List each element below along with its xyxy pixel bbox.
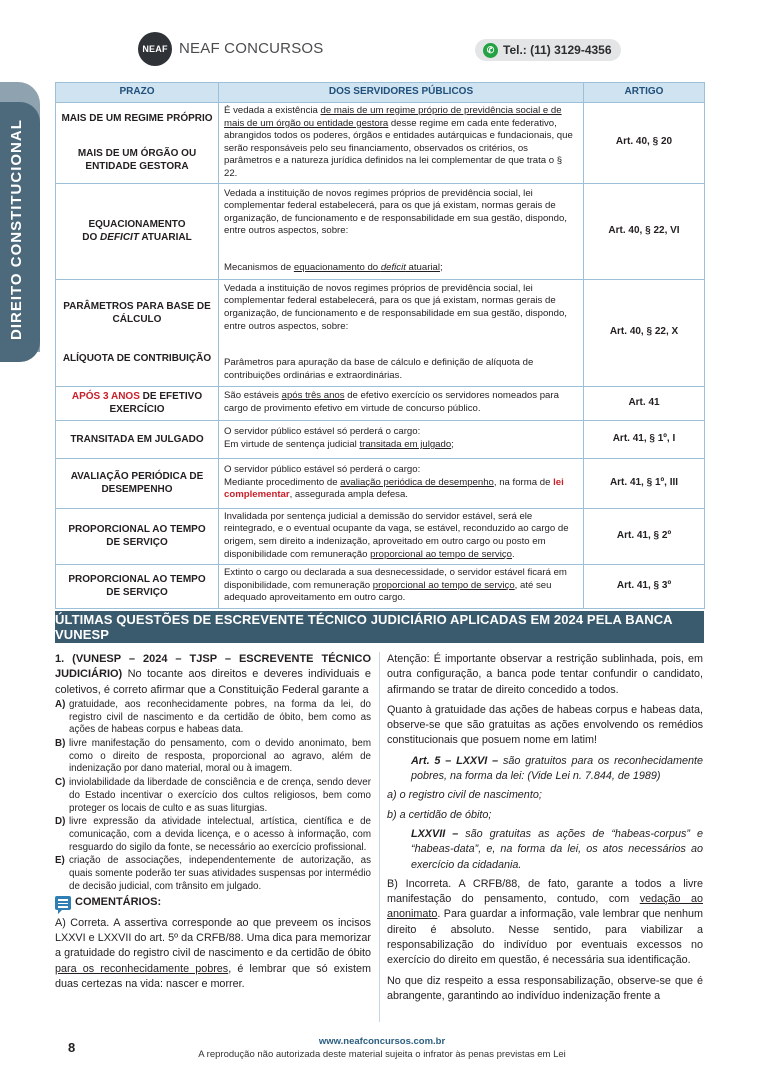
prazo-label: PARÂMETROS PARA BASE DE CÁLCULO xyxy=(63,301,211,326)
section-banner: ÚLTIMAS QUESTÕES DE ESCREVENTE TÉCNICO JUDICIÁRIO APLICADAS EM 2024 PELA BANCA VUNESP xyxy=(55,611,704,643)
law-quote-lxxvii xyxy=(387,827,703,873)
prazo-label: EQUACIONAMENTO xyxy=(88,219,186,231)
law-item-b: b) a certidão de óbito; xyxy=(387,808,492,821)
underlined-text: proporcional ao tempo de serviço xyxy=(372,579,515,591)
table-row xyxy=(56,564,705,608)
description-cell xyxy=(219,458,584,508)
text-segment: A) Correta. A assertiva corresponde ao que preveem os incisos LXXVI e LXXVII do art. 5º da CRFB/88. Uma dica para memorizar a gratuidade do registro civil de nascimento e da certidão de óbito xyxy=(55,916,371,960)
column-header: DOS SERVIDORES PÚBLICOS xyxy=(219,83,584,103)
text-segment: , até seu adequado aproveitamento em outro cargo. xyxy=(224,579,552,604)
comment-a xyxy=(55,916,371,992)
text-segment: atuarial xyxy=(405,261,441,273)
option-letter: E) xyxy=(55,855,65,867)
prazo-label-highlight: APÓS 3 ANOS xyxy=(71,391,140,403)
phone-number: Tel.: (11) 3129-4356 xyxy=(503,43,612,57)
prazo-cell xyxy=(56,279,219,386)
responsibility-paragraph: No que diz respeito a essa responsabilização, observe-se que é abrangente, garantindo ao indivíduo indenização frente a xyxy=(387,974,703,1002)
option-text: livre expressão da atividade intelectual, artística, científica e de comunicação, com a devida licença, e o acesso à informação, com resguardo do sigilo da fonte, se necessário ao exercício profissional. xyxy=(69,816,371,853)
law-reference: LXXVII – xyxy=(411,827,459,840)
prazo-label: MAIS DE UM REGIME PRÓPRIO xyxy=(61,113,213,125)
underlined-text: proporcional ao tempo de serviço xyxy=(370,548,512,560)
table-row xyxy=(56,103,705,184)
text-segment: de efetivo exercício os servidores nomeados para cargo de provimento efetivo em virtude de concurso público. xyxy=(224,390,559,415)
table-row xyxy=(56,386,705,420)
question-number: 1. xyxy=(55,653,65,665)
text-segment: São estáveis xyxy=(224,390,282,402)
table-row xyxy=(56,508,705,564)
text-segment: . xyxy=(511,548,515,560)
comments-title: COMENTÁRIOS: xyxy=(75,896,162,909)
table-header-row xyxy=(56,83,705,103)
text-segment: ; xyxy=(451,439,454,451)
artigo-cell: Art. 41, § 2º xyxy=(584,508,705,564)
prazo-cell: TRANSITADA EM JULGADO xyxy=(56,420,219,458)
description-cell xyxy=(219,183,584,279)
artigo-cell: Art. 41, § 1º, III xyxy=(584,458,705,508)
text-segment: Vedada a instituição de novos regimes próprios de previdência social, lei complementar federal estabelecerá, para os que já existam, normas gerais de organização, de funcionamento e de responsabilidade em sua gestão, dispondo, entre outros aspectos, sobre: xyxy=(224,187,567,237)
prazo-label: MAIS DE UM ÓRGÃO OU ENTIDADE GESTORA xyxy=(77,148,197,173)
underlined-text: após três anos xyxy=(281,390,345,402)
text-segment: Vedada a instituição de novos regimes próprios de previdência social, lei complementar federal estabelecerá, para os que já existam, normas gerais de organização, de funcionamento e de responsabilidade em sua gestão, dispondo, entre outros aspectos, sobre: xyxy=(224,282,567,332)
text-segment: , é lembrar que só existem duas certezas na vida: nascer e morrer. xyxy=(55,962,371,990)
artigo-cell: Art. 40, § 22, X xyxy=(584,279,705,386)
option-text: gratuidade, aos reconhecidamente pobres, na forma da lei, do registro civil de nascimento e da certidão de óbito, bem como as ações de habeas corpus e habeas data. xyxy=(69,698,371,736)
comment-bubble-icon xyxy=(55,896,71,910)
page-header xyxy=(0,0,764,78)
page-number: 8 xyxy=(68,1040,76,1055)
description-cell xyxy=(219,279,584,386)
option-letter: C) xyxy=(55,777,66,789)
text-segment: desse regime em cada ente federativo, abrangidos todos os poderes, órgãos e entidades autárquicas e fundacionais, que serão responsáveis pelo seu financiamento, observados os critérios, os parâmetros e a natureza jurídica definidos na lei complementar de que trata o § 22. xyxy=(224,117,573,179)
question-source: (VUNESP – 2024 – TJSP – ESCREVENTE TÉCNICO JUDICIÁRIO) xyxy=(55,653,371,681)
option-c xyxy=(55,777,371,815)
text-segment: , na forma de xyxy=(493,476,554,488)
underlined-text: para os reconhecidamente pobres xyxy=(55,962,229,975)
prazo-cell xyxy=(56,103,219,184)
text-segment: É vedada a existência xyxy=(224,105,321,116)
text-segment: Parâmetros para apuração da base de cálculo e definição de alíquota de contribuições ordinárias e extraordinárias. xyxy=(224,357,534,381)
table-row xyxy=(56,279,705,386)
prazo-cell xyxy=(56,183,219,279)
comment-b xyxy=(387,877,703,969)
brand-name: NEAF CONCURSOS xyxy=(179,40,324,57)
option-e xyxy=(55,855,371,893)
prazo-cell: PROPORCIONAL AO TEMPO DE SERVIÇO xyxy=(56,564,219,608)
attention-paragraph: Atenção: É importante observar a restrição sublinhada, pois, em outra configuração, a banca pode tentar confundir o candidato, afirmando se tratar de direito concedido a todos. xyxy=(387,653,703,696)
underlined-text: de mais de um regime próprio de previdência social e de mais de um órgão ou entidade gestora xyxy=(224,105,562,129)
option-a xyxy=(55,699,371,737)
column-header: PRAZO xyxy=(56,83,219,103)
option-text: criação de associações, independentemente de autorização, as quais somente poderão ter suas atividades suspensas por intermédio de decisão judicial, com trânsito em julgado. xyxy=(69,855,371,892)
artigo-cell: Art. 40, § 20 xyxy=(584,103,705,184)
law-reference: Art. 5 – LXXVI – xyxy=(411,754,499,767)
description-cell xyxy=(219,420,584,458)
text-segment: B) Incorreta. A CRFB/88, de fato, garante a todos a livre manifestação do pensamento, contudo, com xyxy=(387,877,703,906)
footer-url[interactable]: www.neafconcursos.com.br xyxy=(318,1036,446,1047)
phone-badge xyxy=(475,39,621,61)
option-letter: A) xyxy=(55,698,66,710)
artigo-cell: Art. 41 xyxy=(584,386,705,420)
option-d xyxy=(55,816,371,854)
prazo-label-italic: DEFICIT xyxy=(100,232,139,244)
question-text: No tocante aos direitos e deveres individuais e coletivos, é correto afirmar que a Constituição Federal garante a xyxy=(55,668,371,696)
underlined-text: transitada em julgado xyxy=(359,439,452,451)
law-item-a: a) o registro civil de nascimento; xyxy=(387,789,542,802)
option-text: inviolabilidade da liberdade de consciência e de crença, sendo dever do Estado incentivar o exercício dos cultos religiosos, bem como proteger os locais de culto e as suas liturgias. xyxy=(69,777,371,814)
question-column xyxy=(55,652,371,997)
underlined-text xyxy=(294,262,440,273)
text-segment: Mecanismos de xyxy=(224,261,294,273)
text-segment: ; xyxy=(440,261,443,273)
question-stem xyxy=(55,652,371,698)
column-header: ARTIGO xyxy=(584,83,705,103)
footer-copyright: A reprodução não autorizada deste material sujeita o infrator às penas previstas em Lei xyxy=(198,1049,566,1060)
prazo-cell: AVALIAÇÃO PERIÓDICA DE DESEMPENHO xyxy=(56,458,219,508)
prazo-cell: PROPORCIONAL AO TEMPO DE SERVIÇO xyxy=(56,508,219,564)
option-letter: D) xyxy=(55,816,66,828)
text-segment: Extinto o cargo ou declarada a sua desnecessidade, o servidor estável ficará em disponibilidade, com remuneração xyxy=(224,567,567,591)
neaf-logo-icon: NEAF xyxy=(138,32,172,66)
description-cell xyxy=(219,508,584,564)
description-cell xyxy=(219,386,584,420)
artigo-cell: Art. 41, § 1º, I xyxy=(584,420,705,458)
law-quote-art5 xyxy=(387,754,703,785)
side-tab-label: DIREITO CONSTITUCIONAL xyxy=(8,119,25,340)
text-segment: , assegurada ampla defesa. xyxy=(289,489,408,501)
option-text: livre manifestação do pensamento, com o devido anonimato, bem como o direito de resposta, proporcional ao agravo, além de indenização por dano material, moral ou à imagem. xyxy=(69,738,371,775)
highlight-text: lei complementar xyxy=(224,476,564,501)
text-segment: . Para guardar a informação, vale lembrar que nenhum direito é absoluto. Nesse sentido, para viabilizar a responsabilização do indivíduo por eventuais excessos no exercício do direito em questão, é necessária sua identificação. xyxy=(387,908,703,967)
habeas-paragraph: Quanto à gratuidade das ações de habeas corpus e habeas data, observe-se que são gratuitas as ações envolvendo os remédios constitucionais que posuem nome em latim! xyxy=(387,703,703,747)
prazo-label: ATUARIAL xyxy=(138,232,192,244)
option-letter: B) xyxy=(55,738,66,749)
table-row xyxy=(56,458,705,508)
description-cell xyxy=(219,103,584,184)
artigo-cell: Art. 40, § 22, VI xyxy=(584,183,705,279)
text-segment: Mediante procedimento de xyxy=(224,476,341,488)
comments-column xyxy=(387,652,703,1009)
text-segment-italic: deficit xyxy=(380,261,406,273)
prazo-label: ALÍQUOTA DE CONTRIBUIÇÃO xyxy=(62,353,212,365)
underlined-text: avaliação periódica de desempenho xyxy=(340,476,494,488)
text-segment: Invalidada por sentença judicial a demissão do servidor estável, será ele reintegrado, e o eventual ocupante da vaga, se estável, reconduzido ao cargo de origem, sem direito a indenização, aproveitado em outro cargo ou posto em disponibilidade com remuneração xyxy=(224,510,569,560)
text-segment: O servidor público estável só perderá o cargo: xyxy=(224,426,421,438)
artigo-cell: Art. 41, § 3º xyxy=(584,564,705,608)
text-segment: equacionamento do xyxy=(293,261,381,273)
whatsapp-icon: ✆ xyxy=(483,43,498,58)
law-text: são gratuitas as ações de “habeas-corpus” e “habeas-data”, e, na forma da lei, os atos necessários ao exercício da cidadania. xyxy=(411,827,703,871)
text-segment: Em virtude de sentença judicial xyxy=(224,439,360,451)
prazo-cell xyxy=(56,386,219,420)
table-row xyxy=(56,183,705,279)
prazo-label: DE EFETIVO EXERCÍCIO xyxy=(109,391,203,416)
law-text: são gratuitos para os reconhecidamente pobres, na forma da lei: (Vide Lei n. 7.844, de 1989) xyxy=(411,754,703,783)
table-row xyxy=(56,420,705,458)
comments-heading xyxy=(55,895,371,910)
description-cell xyxy=(219,564,584,608)
text-segment: O servidor público estável só perderá o cargo: xyxy=(224,464,421,476)
underlined-text: vedação ao anonimato xyxy=(387,893,703,921)
servidores-table xyxy=(55,82,704,609)
column-divider xyxy=(379,652,380,1022)
option-b xyxy=(55,738,371,776)
prazo-label: DO xyxy=(82,232,101,244)
